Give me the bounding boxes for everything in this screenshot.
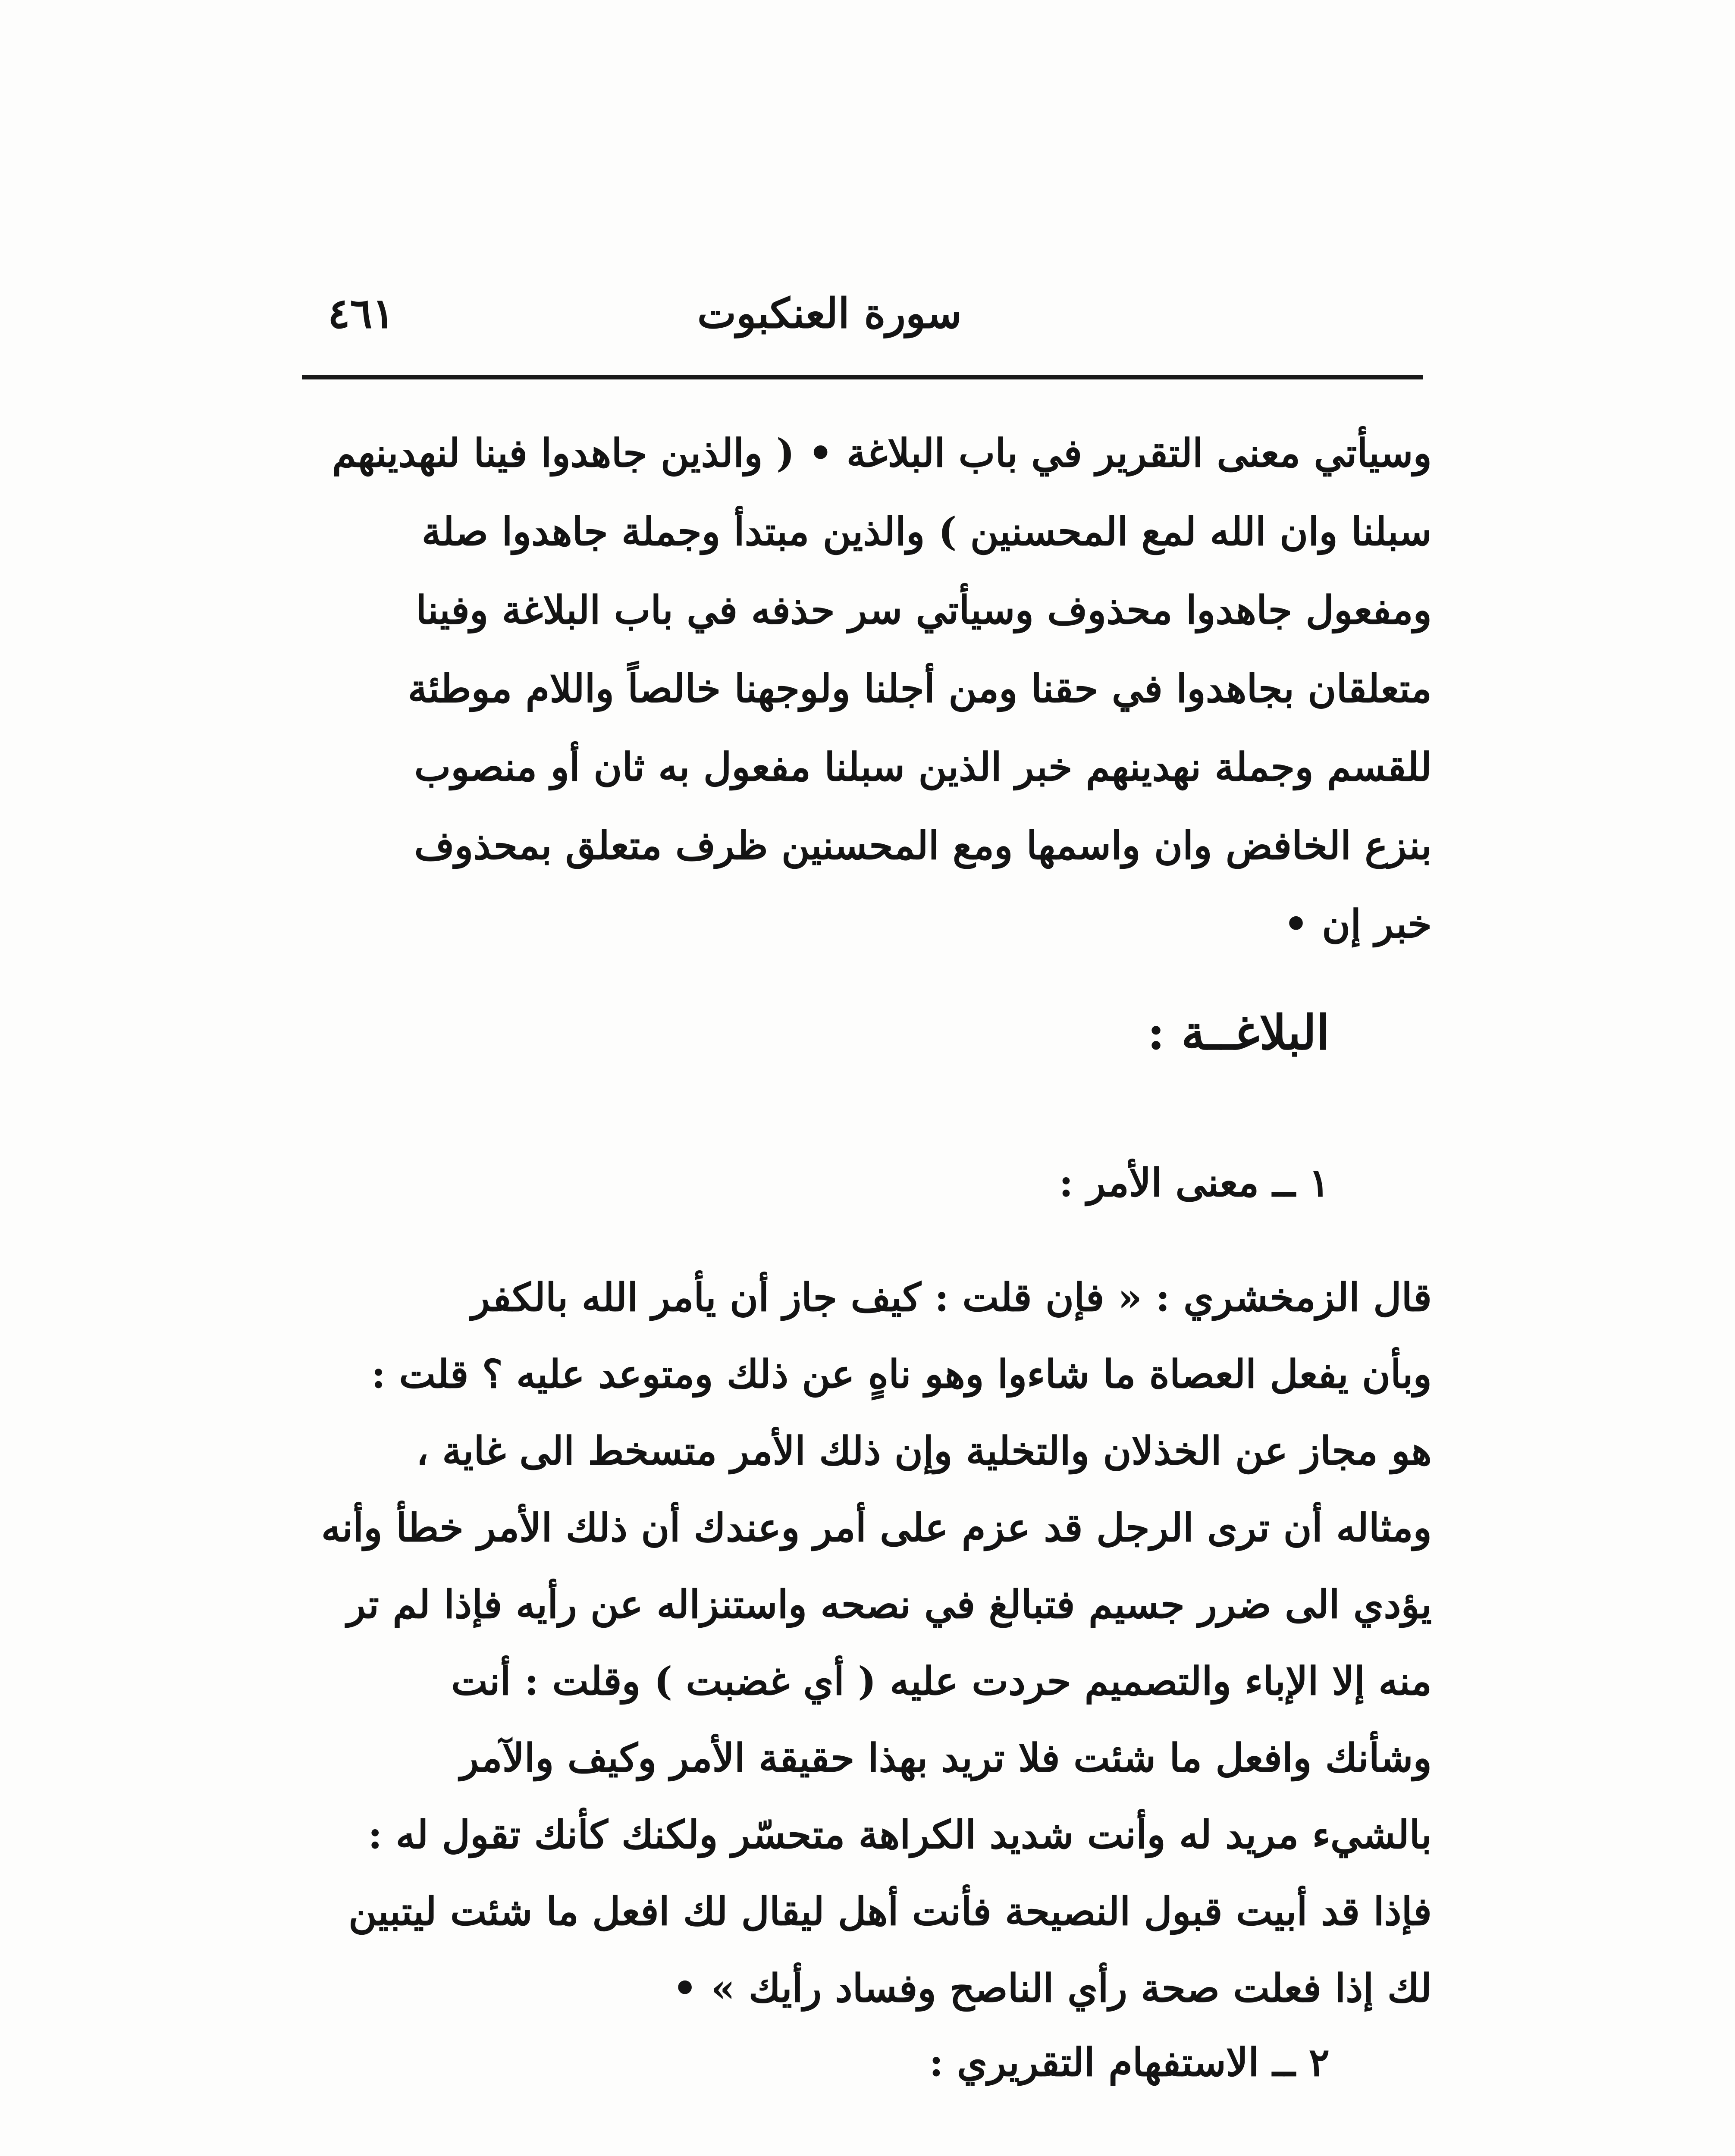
text-line: للقسم وجملة نهدينهم خبر الذين سبلنا مفعول به ثان أو منصوب — [414, 744, 1432, 790]
text-line: فإذا قد أبيت قبول النصيحة فأنت أهل ليقال لك افعل ما شئت ليتبين — [348, 1889, 1432, 1934]
text-line: وبأن يفعل العصاة ما شاءوا وهو ناهٍ عن ذلك ومتوعد عليه ؟ قلت : — [371, 1351, 1432, 1397]
closing-paragraph — [285, 2147, 1320, 2156]
header-divider — [302, 375, 1423, 379]
text-line: وسيأتي معنى التقرير في باب البلاغة • ( والذين جاهدوا فينا لنهدينهم — [332, 430, 1432, 476]
text-line: لك إذا فعلت صحة رأي الناصح وفساد رأيك » • — [672, 1965, 1432, 2011]
text-line: بالشيء مريد له وأنت شديد الكراهة متحسّر ولكنك كأنك تقول له : — [368, 1812, 1432, 1858]
running-title: سورة العنكبوت — [697, 289, 962, 338]
quote-paragraph — [285, 1259, 1432, 2027]
text-line: هو مجاز عن الخذلان والتخلية وإن ذلك الأمر متسخط الى غاية ، — [416, 1428, 1432, 1474]
page-number: ٤٦١ — [328, 289, 395, 338]
text-line: سبلنا وان الله لمع المحسنين ) والذين مبتدأ وجملة جاهدوا صلة — [421, 509, 1432, 555]
page-header — [302, 285, 1423, 345]
text-line: يؤدي الى ضرر جسيم فتبالغ في نصحه واستنزاله عن رأيه فإذا لم تر — [347, 1582, 1432, 1627]
text-line: ومثاله أن ترى الرجل قد عزم على أمر وعندك أن ذلك الأمر خطأ وأنه — [321, 1505, 1432, 1551]
text-line — [285, 2147, 1320, 2156]
section-heading: البلاغــة : — [1147, 1005, 1330, 1060]
text-line: متعلقان بجاهدوا في حقنا ومن أجلنا ولوجهنا خالصاً واللام موطئة — [408, 666, 1432, 711]
text-line: وشأنك وافعل ما شئت فلا تريد بهذا حقيقة الأمر وكيف والآمر — [460, 1735, 1432, 1781]
text-line: بنزع الخافض وان واسمها ومع المحسنين ظرف متعلق بمحذوف — [414, 823, 1432, 868]
text-line: خبر إن • — [1283, 901, 1432, 947]
subsection-heading-2: ٢ ــ الاستفهام التقريري : — [929, 2040, 1330, 2085]
subsection-heading-1: ١ ــ معنى الأمر : — [1059, 1160, 1330, 1206]
text-line: ومفعول جاهدوا محذوف وسيأتي سر حذفه في باب البلاغة وفينا — [416, 587, 1432, 633]
text-line: قال الزمخشري : « فإن قلت : كيف جاز أن يأمر الله بالكفر — [471, 1275, 1432, 1320]
text-line: منه إلا الإباء والتصميم حردت عليه ( أي غضبت ) وقلت : أنت — [451, 1658, 1432, 1704]
intro-paragraph — [285, 414, 1432, 963]
